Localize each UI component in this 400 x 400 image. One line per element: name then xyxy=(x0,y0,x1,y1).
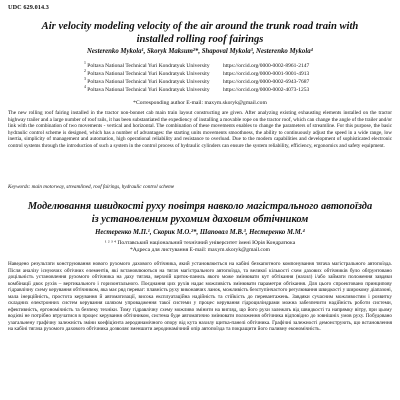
affiliation-3 xyxy=(84,79,334,86)
affiliation-2 xyxy=(84,71,334,78)
abstract-ua: Наведено результати конструювання нового рухомого дахового обтічника, який установлюється на кабіні безкапотного компонування тягача магістрального автопоїзда. Після аналізу існуючих обтічних елементів, які встановлюються на тягач магістрального автопоїзда, та великої кількості схем дахових обтічників було обґрунтовано доцільність установлення рухомого обтічника на даху тягача, верхній щиток-панель якого може змінювати кут обтікання (нахил) і/або займати положення завдяки комбінації двох рухів – вертикального і горизонтального. Поєднання цих рухів надає можливість змінювати параметри обтікання. Для цього спроектовано принципову гідравлічну схему керування обтічником, яка має ряд переваг: плавність руху виконавчих ланок, можливість безступінчастого регулювання швидкості у широкому діапазоні, мала інерційність, простота керування й автоматизації, висока експлуатаційна надійність та стійкість до перевантажень. Завдяки сучасним можливостям і розвитку складних електронних систем керування шляхом упровадження такої системи у процес керування гідроциліндрами можна забезпечити надійність роботи системи, ефективність, ергономічність та безпеку техніки. Тому гідравлічну схему можливо змінити на вигляд, що його рухи залежать від швидкості та напрямку вітру, при цьому водієві не потрібно втручатися в процес керування обтічником, система буде автоматично змінювати положення обтічника відповідно до зовнішніх умов руху. Побудовано узагальнену графічну залежність зміни коефіцієнта аеродинамічного опору від кута нахилу щитка-панелі обтічника. Графічні залежності демонструють, що встановлення на кабіні тягача рухомого дахового обтічника дозволяє зменшити аеродинамічний опір автопоїзда та покращити його паливну економічність. xyxy=(8,261,392,333)
affiliation-3-num: 3 xyxy=(84,77,86,82)
paper-title-en: Air velocity modeling velocity of the air around the trunk road train with installed rolling roof fairings xyxy=(41,21,359,46)
affiliation-4 xyxy=(84,87,334,94)
corresponding-author-ua: *Адреса для листування E-mail: maxym.skoryk@gmail.com xyxy=(129,247,271,254)
affiliation-1 xyxy=(84,63,334,70)
keywords-en: Keywords: main motorway, streamlined, roof fairings, hydraulic control scheme xyxy=(8,184,175,190)
abstract-en: The new rolling roof fairing installed in the tractor non-bonnet cab main train layout constructing are given. After analyzing existing exhausting elements installed on the tractor highway trailer and a large number of roof rails, it has been substantiated the expediency of installing a movable rope on the tractor roof, which can change the angle of the trailer and/or link with the combination of two movements - vertical and horizontal. The combination of these movements enables to change the parameters of streamline. For this purpose, the basic hydraulic control scheme is designed, which has a number of advantages: the starting units movements smoothness, the ability to continuously adjust the speed in a wide range, low inertia, simplicity of management and automation, high operational reliability and resistance to overload. Due to the modern capabilities and development of sophisticated electronic control systems through the introduction of such a system in the control process of hydraulic cylinders can ensure the system reliability, efficiency, ergonomics and safety equipment. xyxy=(8,110,392,149)
udc-code: UDC 629.014.3 xyxy=(8,4,50,11)
affiliation-3-orcid[interactable]: https://orcid.org/0000-0002-6943-7687 xyxy=(223,79,310,85)
affiliation-2-orcid[interactable]: https://orcid.org/0000-0001-9001-4913 xyxy=(223,71,310,77)
affiliation-4-orcid[interactable]: https://orcid.org/0000-0002-4073-1253 xyxy=(223,87,310,93)
affiliation-1-orcid[interactable]: https://orcid.org/0000-0002-8961-2147 xyxy=(223,63,310,69)
affiliation-ua: ¹ ² ³ ⁴ Полтавський національний технічний університет імені Юрія Кондратюка xyxy=(104,240,296,246)
corresponding-author-en: *Corresponding author E-mail: maxym.skoryk@gmail.com xyxy=(133,100,267,106)
affiliation-block-ua xyxy=(20,240,380,255)
affiliation-3-name: Poltava National Technical Yuri Kondratyuk University xyxy=(87,79,210,85)
affiliation-4-name: Poltava National Technical Yuri Kondratyuk University xyxy=(87,87,210,93)
authors-ua: Нестеренко М.П.¹, Скорик М.О.²*, Шаповал М.В.³, Нестеренко М.М.⁴ xyxy=(95,229,305,236)
affiliation-1-num: 1 xyxy=(84,61,86,66)
affiliation-1-name: Poltava National Technical Yuri Kondratyuk University xyxy=(87,63,210,69)
authors-en: Nesterenko Mykola¹, Skoryk Maksum²*, Shapoval Mykola³, Nesterenko Mykola⁴ xyxy=(87,48,313,55)
affiliation-2-num: 2 xyxy=(84,69,86,74)
affiliation-2-name: Poltava National Technical Yuri Kondratyuk University xyxy=(87,71,210,77)
affiliation-4-num: 4 xyxy=(84,85,86,90)
paper-title-ua: Моделювання швидкості руху повітря навколо магістрального автопоїзда із установленим рухомим даховим обтічником xyxy=(27,201,373,226)
